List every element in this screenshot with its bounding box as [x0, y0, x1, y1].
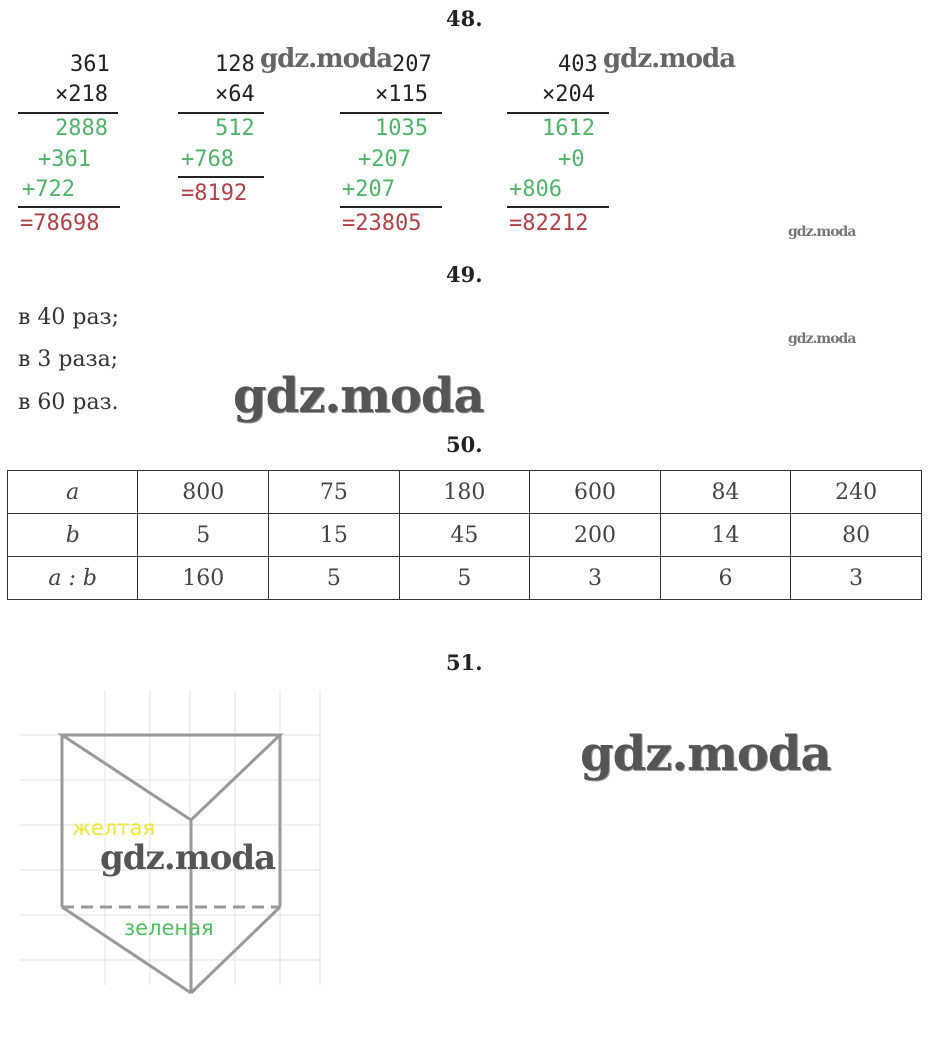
table-cell: 3 [530, 557, 661, 600]
table-cell: a : b [8, 557, 138, 600]
col2-multiplicand: 128 [215, 52, 255, 77]
col2-rule-1 [178, 112, 264, 114]
col4-partial-3: +806 [509, 177, 562, 202]
col3-partial-2: +207 [358, 147, 411, 172]
exercise-50-number: 50. [446, 432, 483, 457]
watermark: gdz.moda [100, 838, 276, 878]
table-cell: 5 [138, 514, 269, 557]
face-label-yellow: желтая [72, 816, 155, 840]
col2-partial-1: 512 [215, 116, 255, 141]
col4-partial-2: +0 [558, 147, 585, 172]
col4-rule-2 [507, 206, 609, 208]
col2-result: =8192 [181, 181, 248, 206]
table-row [8, 557, 922, 600]
exercise-48-number: 48. [446, 6, 483, 31]
col1-partial-1: 2888 [55, 116, 108, 141]
table-cell: 5 [399, 557, 530, 600]
watermark: gdz.moda [788, 331, 856, 347]
table-cell: 180 [399, 471, 530, 514]
answer-line: в 60 раз. [18, 390, 119, 415]
table-cell: 80 [791, 514, 922, 557]
exercise-51-number: 51. [446, 650, 483, 675]
division-table [7, 470, 922, 600]
face-label-green: зеленая [124, 916, 214, 940]
col3-multiplicand: 207 [392, 52, 432, 77]
col2-partial-2: +768 [181, 147, 234, 172]
table-cell: 200 [530, 514, 661, 557]
col1-partial-2: +361 [38, 147, 91, 172]
answer-line: в 3 раза; [18, 347, 119, 372]
table-cell: 5 [269, 557, 400, 600]
col4-rule-1 [507, 112, 609, 114]
table-cell: 6 [660, 557, 791, 600]
watermark: gdz.moda [260, 44, 393, 74]
col4-multiplier: ×204 [542, 82, 595, 107]
table-cell: b [8, 514, 138, 557]
exercise-49-number: 49. [446, 262, 483, 287]
watermark: gdz.moda [603, 44, 736, 74]
col3-multiplier: ×115 [375, 82, 428, 107]
table-cell: 15 [269, 514, 400, 557]
col1-rule-1 [18, 112, 118, 114]
table-cell: 45 [399, 514, 530, 557]
col3-rule-1 [340, 112, 442, 114]
table-cell: 14 [660, 514, 791, 557]
watermark: gdz.moda [233, 368, 484, 424]
table-cell: 160 [138, 557, 269, 600]
col1-multiplicand: 361 [70, 52, 110, 77]
col3-partial-3: +207 [342, 177, 395, 202]
col1-partial-3: +722 [22, 177, 75, 202]
col1-rule-2 [18, 206, 120, 208]
col3-rule-2 [340, 206, 442, 208]
table-cell: 240 [791, 471, 922, 514]
col4-multiplicand: 403 [558, 52, 598, 77]
col4-result: =82212 [509, 211, 589, 236]
col3-result: =23805 [342, 211, 422, 236]
table-cell: 3 [791, 557, 922, 600]
table-row [8, 514, 922, 557]
col1-multiplier: ×218 [55, 82, 108, 107]
col1-result: =78698 [20, 211, 100, 236]
col2-rule-2 [178, 176, 264, 178]
col2-multiplier: ×64 [215, 82, 255, 107]
table-row [8, 471, 922, 514]
table-cell: 84 [660, 471, 791, 514]
watermark: gdz.moda [788, 224, 856, 240]
col3-partial-1: 1035 [375, 116, 428, 141]
watermark: gdz.moda [580, 726, 831, 782]
col4-partial-1: 1612 [542, 116, 595, 141]
answer-line: в 40 раз; [18, 305, 119, 330]
table-cell: 600 [530, 471, 661, 514]
table-cell: a [8, 471, 138, 514]
table-cell: 800 [138, 471, 269, 514]
table-cell: 75 [269, 471, 400, 514]
